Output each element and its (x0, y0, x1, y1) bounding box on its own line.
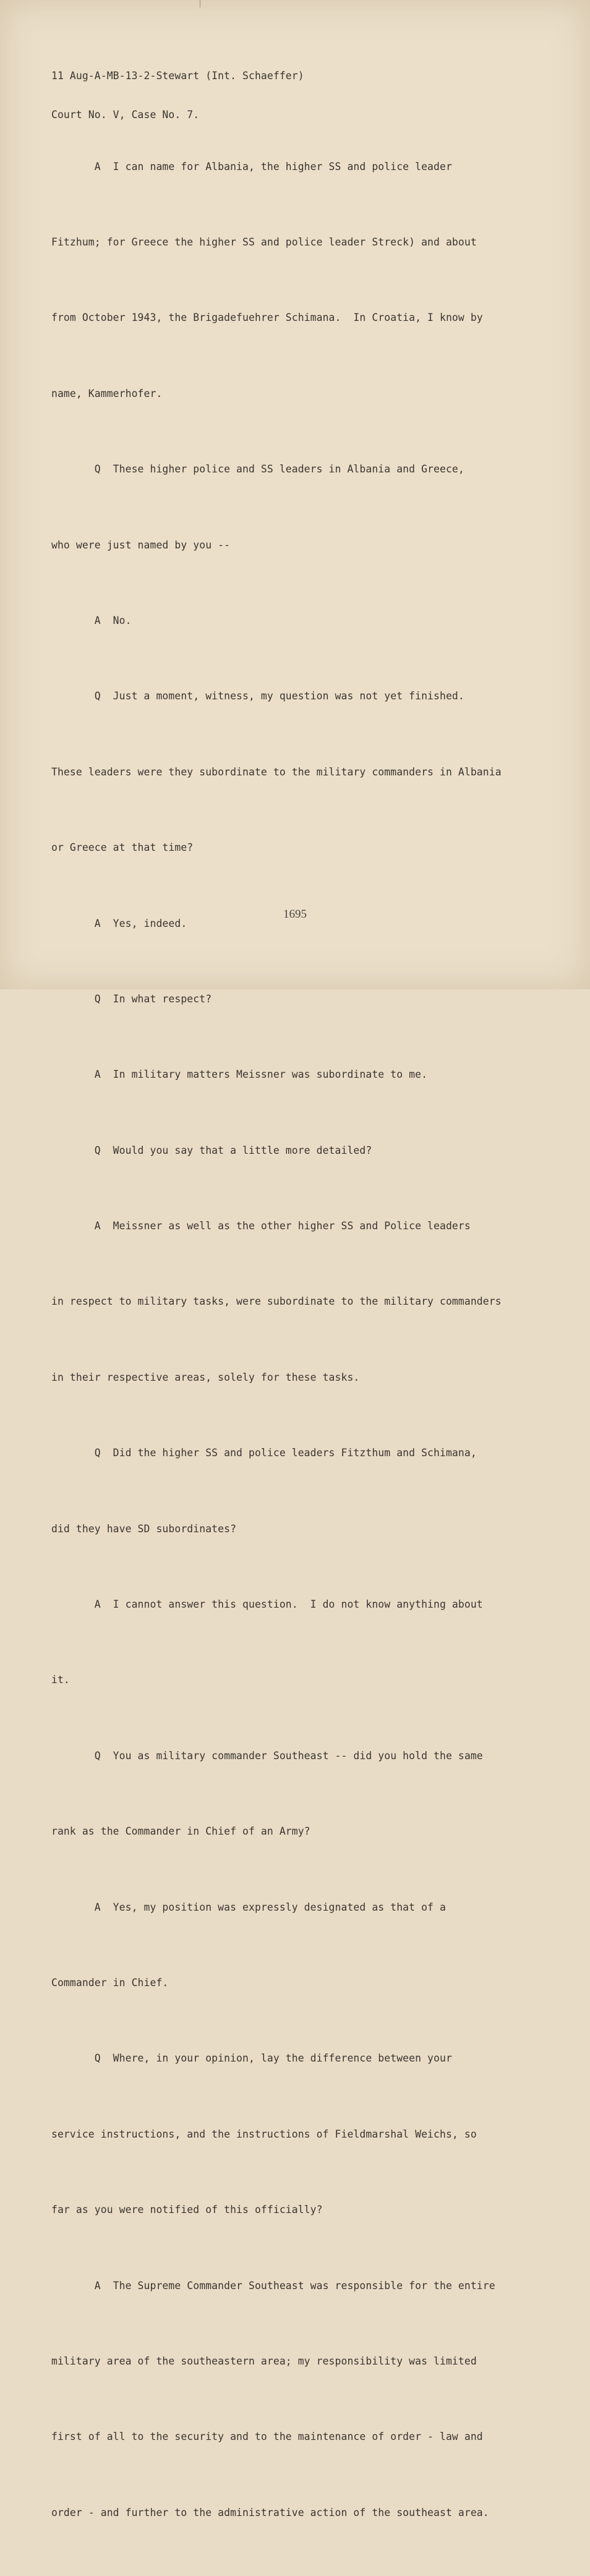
transcript-line: Q In what respect? (51, 992, 212, 1005)
transcript-line: A Meissner as well as the other higher SS and Police leaders (51, 1220, 471, 1232)
transcript-line: Q Just a moment, witness, my question was not yet finished. (51, 690, 464, 702)
transcript-line: A I cannot answer this question. I do not know anything about (51, 1598, 483, 1611)
transcript-line: Q These higher police and SS leaders in Albania and Greece, (51, 463, 464, 476)
transcript-line: in respect to military tasks, were subordinate to the military commanders (51, 1295, 502, 1308)
transcript-line: A In military matters Meissner was subordinate to me. (51, 1068, 428, 1081)
transcript-line: These leaders were they subordinate to the military commanders in Albania (51, 766, 502, 778)
transcript-line: service instructions, and the instructions of Fieldmarshal Weichs, so (51, 2128, 477, 2140)
transcript-line: A I can name for Albania, the higher SS and police leader (51, 160, 452, 173)
transcript-line: military area of the southeastern area; my responsibility was limited (51, 2355, 477, 2367)
transcript-body (51, 104, 521, 2576)
transcript-line: Commander in Chief. (51, 1976, 169, 1989)
transcript-line: Q Would you say that a little more detailed? (51, 1144, 372, 1156)
transcript-line: or Greece at that time? (51, 842, 194, 854)
transcript-line: Q You as military commander Southeast -- did you hold the same (51, 1749, 483, 1762)
transcript-line: did they have SD subordinates? (51, 1522, 237, 1535)
transcript-line: Q Did the higher SS and police leaders Fitzthum and Schimana, (51, 1447, 477, 1459)
transcript-line: A Yes, indeed. (51, 917, 187, 929)
transcript-line: from October 1943, the Brigadefuehrer Schimana. In Croatia, I know by (51, 312, 483, 324)
transcript-line: Fitzhum; for Greece the higher SS and police leader Streck) and about (51, 236, 477, 248)
transcript-line: Q Where, in your opinion, lay the difference between your (51, 2052, 452, 2065)
transcript-line: who were just named by you -- (51, 539, 231, 551)
page-number: 1695 (283, 908, 307, 921)
transcript-line: far as you were notified of this officially? (51, 2204, 323, 2216)
transcript-line: order - and further to the administrative action of the southeast area. (51, 2506, 489, 2518)
transcript-line: it. (51, 1674, 70, 1686)
header-line-2: Court No. V, Case No. 7. (51, 109, 200, 121)
transcript-line: A The Supreme Commander Southeast was responsible for the entire (51, 2279, 495, 2292)
transcript-line: first of all to the security and to the maintenance of order - law and (51, 2431, 483, 2443)
header-line-1: 11 Aug-A-MB-13-2-Stewart (Int. Schaeffer) (51, 70, 304, 82)
transcript-line: name, Kammerhofer. (51, 387, 163, 399)
transcript-line: A No. (51, 614, 132, 626)
transcript-line: in their respective areas, solely for these tasks. (51, 1371, 360, 1383)
transcript-line: A Yes, my position was expressly designated as that of a (51, 1901, 446, 1913)
transcript-line: rank as the Commander in Chief of an Army? (51, 1825, 310, 1838)
